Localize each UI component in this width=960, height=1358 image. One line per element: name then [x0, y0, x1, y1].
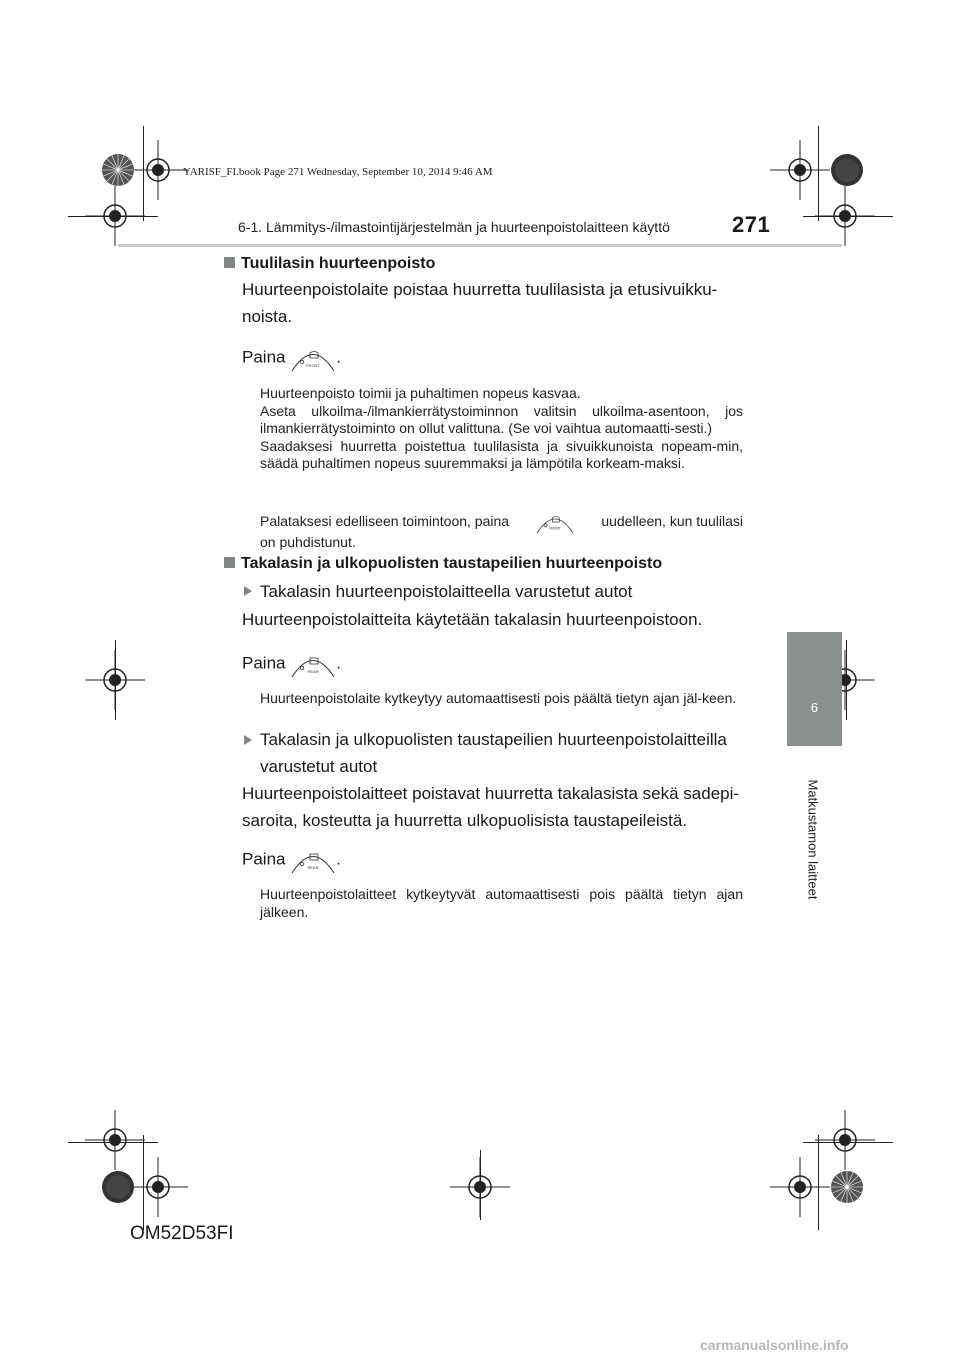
note-block [260, 690, 743, 708]
svg-text:REAR: REAR [307, 669, 319, 674]
note-text: uudelleen, kun tuulilasi [601, 513, 743, 530]
heading-text: Takalasin ja ulkopuolisten taustapeilien huurteenpoisto [241, 555, 663, 572]
triangle-bullet-icon [244, 735, 252, 745]
front-defroster-button-icon [534, 510, 576, 534]
chapter-tab-label: Matkustamon laitteet [805, 779, 821, 900]
press-suffix: . [336, 653, 341, 673]
press-label: Paina [242, 347, 286, 367]
press-suffix: . [336, 849, 341, 869]
svg-text:FRONT: FRONT [306, 363, 321, 368]
press-instruction [242, 650, 341, 678]
rear-defroster-button-icon [290, 846, 336, 874]
paragraph [242, 606, 744, 633]
sub-heading-text: Takalasin huurteenpoistolaitteella varustetut autot [260, 582, 633, 601]
crosshair-target-icon [450, 1157, 510, 1217]
section-title: 6-1. Lämmitys-/ilmastointijärjestelmän ja huurteenpoistolaitteen käyttö [238, 219, 670, 235]
paragraph-line: Huurteenpoistolaitteita käytetään takalasin huurteenpoistoon. [242, 610, 703, 629]
chapter-tab [787, 632, 842, 746]
square-bullet-icon [224, 257, 235, 268]
note-text: Palataksesi edelliseen toimintoon, paina [260, 513, 510, 530]
paragraph-line: Huurteenpoistolaite poistaa huurretta tuulilasista ja etusivuikku- [242, 280, 718, 299]
note-text: Aseta ulkoilma-/ilmankierrätystoiminnon valitsin ulkoilma-asentoon, jos ilmankierrätystoiminto on ollut valittuna. (Se voi vaihtua automaatti-sesti.) [260, 402, 743, 436]
rear-defroster-button-icon [290, 650, 336, 678]
page-number: 271 [732, 212, 771, 237]
triangle-bullet-icon [244, 586, 252, 596]
note-text: Huurteenpoisto toimii ja puhaltimen nopeus kasvaa. [260, 385, 581, 401]
heading-text: Tuulilasin huurteenpoisto [241, 255, 436, 272]
sunburst-mark-icon [830, 1170, 864, 1204]
note-text: Huurteenpoistolaitteet kytkeytyvät automaattisesti pois päältä tietyn ajan jälkeen. [260, 886, 743, 920]
dark-target-icon [830, 153, 864, 187]
svg-text:REAR: REAR [307, 865, 319, 870]
paragraph [242, 780, 744, 834]
section-heading [224, 255, 435, 273]
dark-target-icon [101, 1170, 135, 1204]
note-text: Saadaksesi huurretta poistettua tuulilasista ja sivuikkunoista nopeam-min, säädä puhaltimen nopeus suuremmaksi ja lämpötila korkeam-maksi. [260, 437, 743, 471]
chapter-tab-number: 6 [810, 700, 819, 715]
sub-heading [244, 726, 744, 780]
sunburst-mark-icon [101, 153, 135, 187]
manual-code: OM52D53FI [130, 1223, 234, 1244]
svg-text:FRONT: FRONT [549, 526, 562, 531]
sub-heading [244, 578, 746, 605]
note-text: on puhdistunut. [260, 534, 356, 550]
note-block [260, 510, 743, 552]
note-block [260, 385, 743, 473]
crosshair-target-icon [85, 186, 145, 246]
crosshair-target-icon [85, 650, 145, 710]
sub-heading-text: Takalasin ja ulkopuolisten taustapeilien huurteenpoistolaitteilla [260, 730, 727, 749]
book-info: YARISF_FI.book Page 271 Wednesday, September 10, 2014 9:46 AM [183, 166, 493, 178]
note-block [260, 886, 743, 921]
paragraph [242, 276, 744, 330]
square-bullet-icon [224, 557, 235, 568]
crosshair-target-icon [128, 1157, 188, 1217]
crosshair-target-icon [770, 1157, 830, 1217]
sub-heading-text: varustetut autot [260, 757, 378, 776]
paragraph-line: noista. [242, 307, 293, 326]
press-suffix: . [336, 347, 341, 367]
note-text: Huurteenpoistolaite kytkeytyy automaattisesti pois päältä tietyn ajan jäl-keen. [260, 690, 737, 706]
press-instruction [242, 344, 341, 372]
press-instruction [242, 846, 341, 874]
paragraph-line: Huurteenpoistolaitteet poistavat huurretta takalasista sekä sadepi- [242, 784, 740, 803]
watermark: carmanualsonline.info [700, 1337, 849, 1353]
paragraph-line: saroita, kosteutta ja huurretta ulkopuolisista taustapeileistä. [242, 811, 688, 830]
press-label: Paina [242, 849, 286, 869]
press-label: Paina [242, 653, 286, 673]
section-heading [224, 555, 662, 573]
crosshair-target-icon [815, 186, 875, 246]
front-defroster-button-icon [290, 344, 336, 372]
header-rule [118, 244, 842, 247]
